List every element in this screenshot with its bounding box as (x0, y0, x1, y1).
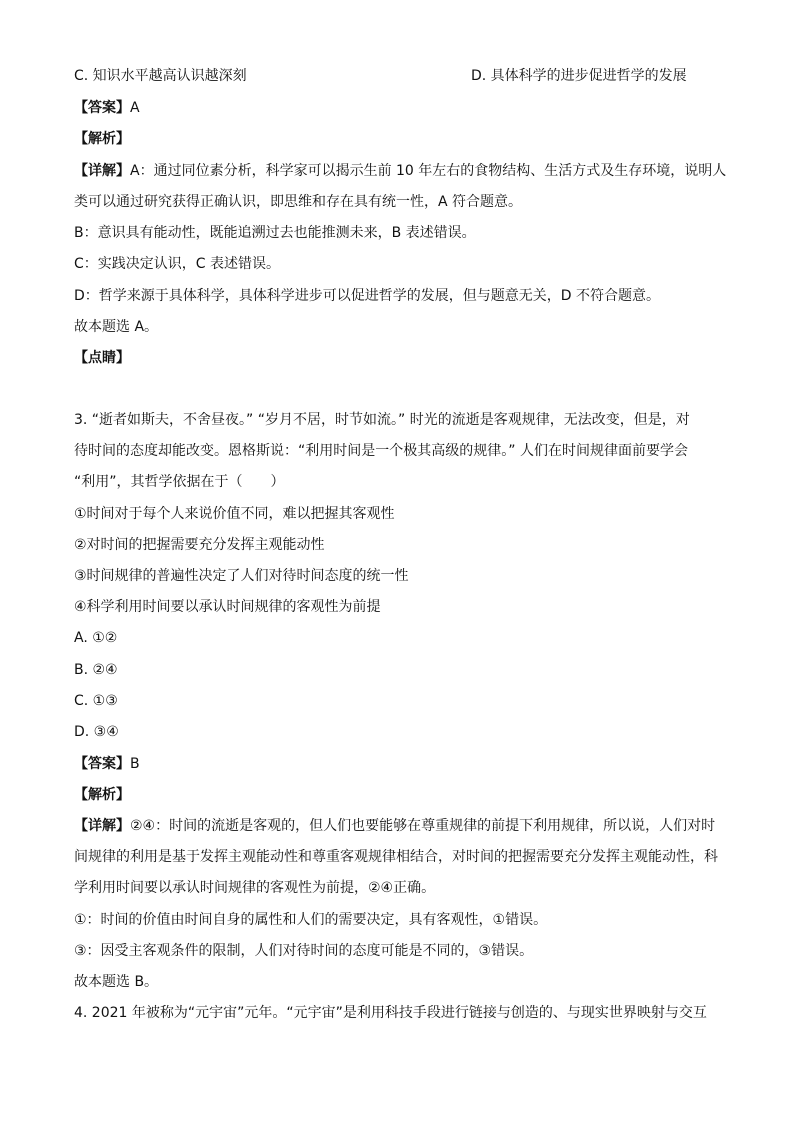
answer-value: B (130, 756, 140, 772)
q4-stem-line-1: 4. 2021 年被称为“元宇宙”元年。“元宇宙”是利用科技手段进行链接与创造的、与现实世界映射与交互 (74, 1005, 707, 1021)
q3-stem-line-3: “利用”，其哲学依据在于（ ） (74, 474, 285, 490)
answer-label: 【答案】 (74, 100, 130, 116)
detail-label: 【详解】 (74, 818, 130, 834)
q3-answer (74, 754, 140, 774)
prev-explain-c: C：实践决定认识，C 表述错误。 (74, 256, 281, 272)
prev-analysis-label: 【解析】 (74, 131, 130, 147)
q3-option-c: C. ①③ (74, 693, 118, 709)
detail-text: ②④：时间的流逝是客观的，但人们也要能够在尊重规律的前提下利用规律，所以说，人们对时 (130, 818, 716, 834)
q3-detail-line-3: 学利用时间要以承认时间规律的客观性为前提，②④正确。 (74, 880, 436, 896)
q3-option-a: A. ①② (74, 630, 118, 646)
answer-value: A (130, 100, 140, 116)
q3-conclusion: 故本题选 B。 (74, 974, 159, 990)
q3-statement-1: ①时间对于每个人来说价值不同，难以把握其客观性 (74, 506, 395, 522)
q3-explain-1: ①：时间的价值由时间自身的属性和人们的需要决定，具有客观性，①错误。 (74, 912, 548, 928)
prev-conclusion: 故本题选 A。 (74, 319, 159, 335)
q3-detail-line-2: 间规律的利用是基于发挥主观能动性和尊重客观规律相结合，对时间的把握需要充分发挥主观能动性，科 (74, 849, 718, 865)
prev-detail-line-2: 类可以通过研究获得正确认识，即思维和存在具有统一性，A 符合题意。 (74, 194, 523, 210)
q3-detail-line-1 (74, 816, 715, 836)
q3-stem-line-1: 3. “逝者如斯夫，不舍昼夜。” “岁月不居，时节如流。” 时光的流逝是客观规律，无法改变，但是，对 (74, 412, 690, 428)
q3-analysis-label: 【解析】 (74, 787, 130, 803)
prev-detail-line-1 (74, 161, 726, 181)
q3-option-d: D. ③④ (74, 724, 119, 740)
q3-stem-line-2: 待时间的态度却能改变。恩格斯说：“利用时间是一个极其高级的规律。” 人们在时间规律面前要学会 (74, 443, 688, 459)
prev-comment-label: 【点睛】 (74, 350, 130, 366)
q3-statement-3: ③时间规律的普遍性决定了人们对待时间态度的统一性 (74, 568, 409, 584)
option-c: C. 知识水平越高认识越深刻 (74, 68, 247, 84)
q3-statement-2: ②对时间的把握需要充分发挥主观能动性 (74, 537, 325, 553)
detail-text: A：通过同位素分析，科学家可以揭示生前 10 年左右的食物结构、生活方式及生存环境，说明人 (130, 163, 727, 179)
prev-explain-d: D：哲学来源于具体科学，具体科学进步可以促进哲学的发展，但与题意无关，D 不符合题意。 (74, 288, 661, 304)
q3-explain-3: ③：因受主客观条件的限制，人们对待时间的态度可能是不同的，③错误。 (74, 943, 534, 959)
prev-question-options-row (74, 66, 687, 86)
prev-answer (74, 98, 140, 118)
option-d: D. 具体科学的进步促进哲学的发展 (471, 68, 687, 84)
prev-explain-b: B：意识具有能动性，既能追溯过去也能推测未来，B 表述错误。 (74, 225, 476, 241)
q3-option-b: B. ②④ (74, 662, 118, 678)
q3-statement-4: ④科学利用时间要以承认时间规律的客观性为前提 (74, 599, 381, 615)
answer-label: 【答案】 (74, 756, 130, 772)
detail-label: 【详解】 (74, 163, 130, 179)
